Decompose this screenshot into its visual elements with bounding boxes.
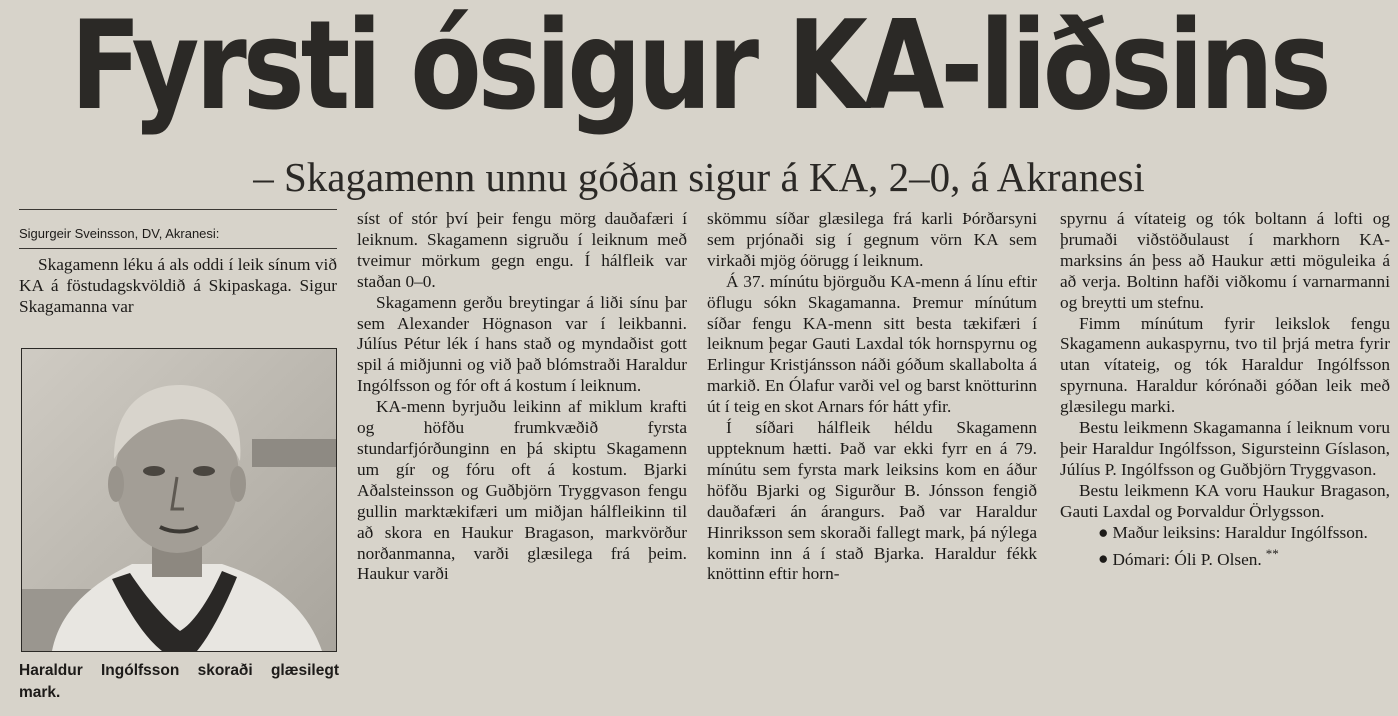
paragraph: KA-menn byrjuðu leikinn af miklum krafti og höfðu frumkvæðið fyrsta stundarfjórðunginn en þá skiptu Skagamenn um gír og fóru oft á kostum. Bjarki Aðalsteinsson og Guðbjörn Tryggvason fengu gullin marktækifæri um miðjan hálfleikinn til að skora en Haukur Bragason, markvörður norðanmanna, varði glæsilega frá þeim. Haukur varði — [357, 397, 687, 584]
rating-stars: ** — [1265, 545, 1279, 561]
paragraph: Í síðari hálfleik héldu Skagamenn uppteknum hætti. Það var ekki fyrr en á 79. mínútu sem fyrsta mark leiksins kom en áður höfðu Bjarki og Sigurður B. Jónsson fengið dauðafæri án árangurs. Það var Haraldur Hinriksson sem skoraði fallegt mark, þá nýlega kominn inn á í stað Bjarka. Haraldur fékk knöttinn eftir horn- — [707, 418, 1037, 584]
article-column-1 — [19, 209, 337, 318]
headline: Fyrsti ósigur KA-liðsins — [70, 0, 1328, 138]
paragraph: Á 37. mínútu björguðu KA-menn á línu eftir öflugu sókn Skagamanna. Þremur mínútum síðar fengu KA-menn sitt besta tækifæri í leiknum þegar Gauti Laxdal tók hornspyrnu og Erlingur Kristjánsson náði góðum skallabolta á markið. En Ólafur varði vel og barst knötturinn út í teig en skot Arnars fór hátt yfir. — [707, 271, 1037, 417]
article-column-2 — [357, 209, 687, 585]
article-column-3 — [707, 209, 1037, 585]
man-of-match: Maður leiksins: Haraldur Ingólfsson. — [1112, 522, 1368, 542]
player-portrait-image — [22, 349, 336, 651]
paragraph: Skagamenn léku á als oddi í leik sínum við KA á föstudagskvöldið á Skipaskaga. Sigur Skagamanna var — [19, 255, 337, 316]
paragraph: spyrnu á vítateig og tók boltann á lofti og þrumaði viðstöðulaust í markhorn KA-marksins án þess að Haukur ætti möguleika á að verja. Boltinn hafði viðkomu í varnarmanni og breytti um stefnu. — [1060, 209, 1390, 312]
article-column-4 — [1060, 209, 1390, 570]
bullet-icon: ● — [1098, 522, 1109, 542]
paragraph: Bestu leikmenn Skagamanna í leiknum voru þeir Haraldur Ingólfsson, Sigursteinn Gíslason, Júlíus P. Ingólfsson og Guðbjörn Tryggvason. — [1060, 418, 1390, 479]
referee-line — [1060, 544, 1390, 571]
byline: Sigurgeir Sveinsson, DV, Akranesi: — [19, 226, 220, 241]
paragraph: síst of stór því þeir fengu mörg dauðafæri í leiknum. Skagamenn sigruðu í leiknum með tveimur mörkum gegn engu. Í hálfleik var staðan 0–0. — [357, 209, 687, 291]
bullet-icon: ● — [1098, 549, 1109, 569]
referee: Dómari: Óli P. Olsen. — [1112, 549, 1262, 569]
byline-bottom-rule — [19, 248, 337, 249]
photo-caption: Haraldur Ingólfsson skoraði glæsilegt mark. — [19, 662, 339, 701]
man-of-match-line — [1060, 523, 1390, 544]
paragraph: Fimm mínútum fyrir leikslok fengu Skagamenn aukaspyrnu, tvo til þrjá metra fyrir utan vítateig, og tók Haraldur Ingólfsson spyrnuna. Haraldur kórónaði góðan leik með glæsilegu marki. — [1060, 313, 1390, 417]
subheadline: – Skagamenn unnu góðan sigur á KA, 2–0, á Akranesi — [253, 154, 1145, 200]
paragraph: Bestu leikmenn KA voru Haukur Bragason, Gauti Laxdal og Þorvaldur Örlygsson. — [1060, 480, 1390, 521]
player-photo — [21, 348, 337, 652]
paragraph: skömmu síðar glæsilega frá karli Þórðarsyni sem prjónaði sig í gegnum vörn KA sem virkaði mjög óörugg í leiknum. — [707, 209, 1037, 270]
paragraph: Skagamenn gerðu breytingar á liði sínu þar sem Alexander Högnason var í leikbanni. Júlíus Pétur lék í hans stað og myndaðist gott spil á miðjunni og við það blómstraði Haraldur Ingólfsson og fór oft á kostum í leiknum. — [357, 292, 687, 396]
